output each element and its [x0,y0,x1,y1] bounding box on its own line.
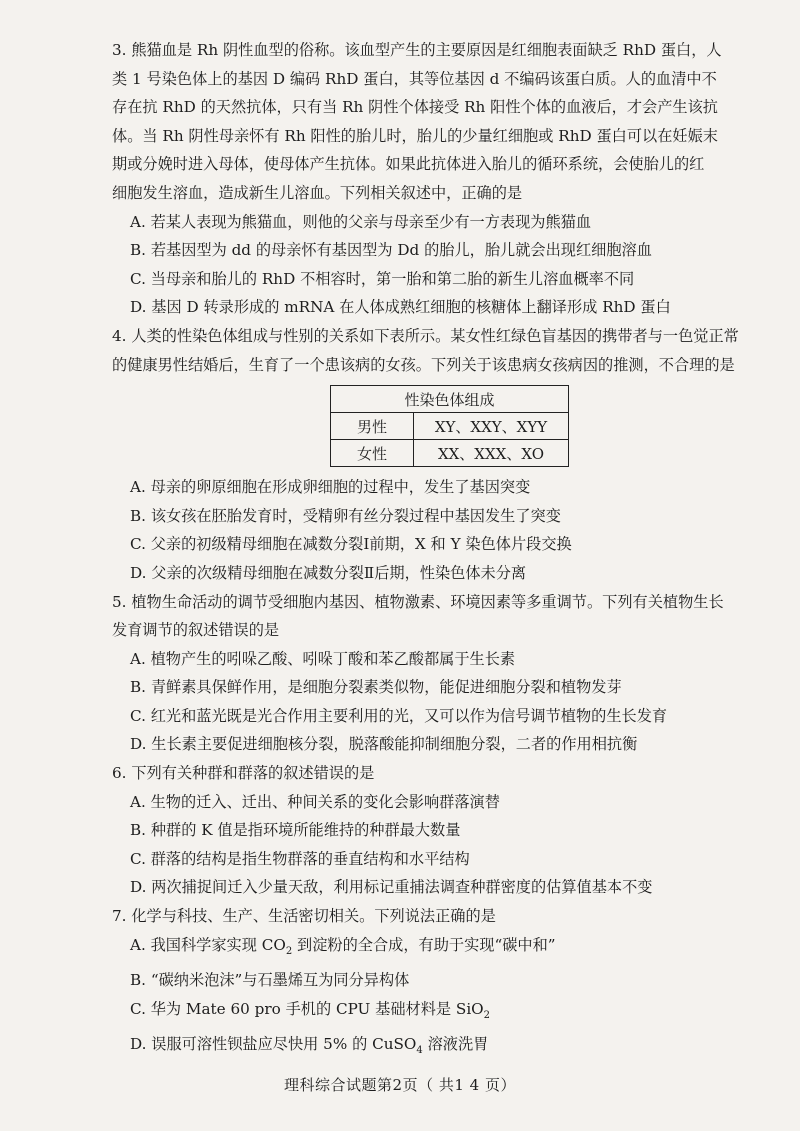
q6-option-d: D. 两次捕捉间迁入少量天敌，利用标记重捕法调查种群密度的估算值基本不变 [130,878,653,897]
q6-option-b: B. 种群的 K 值是指环境所能维持的种群最大数量 [130,821,461,840]
q7-option-d: D. 误服可溶性钡盐应尽快用 5% 的 CuSO$_4$ 溶液洗胃 [130,1035,489,1057]
q5-option-d: D. 生长素主要促进细胞核分裂，脱落酸能抑制细胞分裂，二者的作用相抗衡 [130,735,638,754]
question-6 [112,759,772,902]
q5-stem-line: 发育调节的叙述错误的是 [112,621,280,640]
q3-stem-line: 类 1 号染色体上的基因 D 编码 RhD 蛋白，其等位基因 d 不编码该蛋白质。人的血清中不 [112,69,717,88]
q5-stem-line: 5. 植物生命活动的调节受细胞内基因、植物激素、环境因素等多重调节。下列有关植物生长 [112,592,724,611]
q7-option-b: B. “碳纳米泡沫”与石墨烯互为同分异构体 [130,971,410,990]
q7-option-a: A. 我国科学家实现 $CO_2$ 到淀粉的全合成，有助于实现“碳中和” [130,935,556,957]
q3-stem-line: 存在抗 RhD 的天然抗体，只有当 Rh 阴性个体接受 Rh 阳性个体的血液后，才会产生该抗 [112,98,718,117]
table-row [331,440,569,467]
q4-option-a: A. 母亲的卵原细胞在形成卵细胞的过程中，发生了基因突变 [130,478,531,497]
table-cell-sex: 男性 [331,413,414,440]
q4-stem-line: 4. 人类的性染色体组成与性别的关系如下表所示。某女性红绿色盲基因的携带者与一色觉正常 [112,326,739,345]
page-footer: 理科综合试题第2页（ 共1 4 页） [284,1076,516,1094]
q6-option-c: C. 群落的结构是指生物群落的垂直结构和水平结构 [130,849,470,868]
q7-option-c: C. 华为 Mate 60 pro 手机的 CPU 基础材料是 SiO$_2$ [130,999,491,1021]
q3-option-a: A. 若某人表现为熊猫血，则他的父亲与母亲至少有一方表现为熊猫血 [130,212,592,231]
q7-stem-line: 7. 化学与科技、生产、生活密切相关。下列说法正确的是 [112,907,496,926]
table-cell-composition: XX、XXX、XO [414,440,569,467]
table-header: 性染色体组成 [331,386,569,413]
q3-stem-line: 体。当 Rh 阴性母亲怀有 Rh 阳性的胎儿时，胎儿的少量红细胞或 RhD 蛋白可以在妊娠末 [112,126,718,145]
q5-option-a: A. 植物产生的吲哚乙酸、吲哚丁酸和苯乙酸都属于生长素 [130,649,516,668]
q5-option-c: C. 红光和蓝光既是光合作用主要利用的光，又可以作为信号调节植物的生长发育 [130,706,668,725]
table-cell-sex: 女性 [331,440,414,467]
q3-option-b: B. 若基因型为 dd 的母亲怀有基因型为 Dd 的胎儿，胎儿就会出现红细胞溶血 [130,241,652,260]
q5-option-b: B. 青鲜素具保鲜作用，是细胞分裂素类似物，能促进细胞分裂和植物发芽 [130,678,622,697]
question-5 [112,588,772,760]
page-content [112,36,772,1066]
q3-option-c: C. 当母亲和胎儿的 RhD 不相容时，第一胎和第二胎的新生儿溶血概率不同 [130,269,635,288]
question-4 [112,322,772,588]
q4-option-b: B. 该女孩在胚胎发育时，受精卵有丝分裂过程中基因发生了突变 [130,506,561,525]
question-3 [112,36,772,322]
q6-option-a: A. 生物的迁入、迁出、种间关系的变化会影响群落演替 [130,792,500,811]
q4-option-d: D. 父亲的次级精母细胞在减数分裂Ⅱ后期，性染色体未分离 [130,563,527,582]
q4-stem-line: 的健康男性结婚后，生育了一个患该病的女孩。下列关于该患病女孩病因的推测，不合理的是 [112,355,735,374]
q3-stem-line: 期或分娩时进入母体，使母体产生抗体。如果此抗体进入胎儿的循环系统，会使胎儿的红 [112,155,705,174]
table-cell-composition: XY、XXY、XYY [414,413,569,440]
q3-stem-line: 3. 熊猫血是 Rh 阴性血型的俗称。该血型产生的主要原因是红细胞表面缺乏 RhD 蛋白，人 [112,41,722,59]
sex-chromosome-table [330,385,569,467]
question-7 [112,902,772,1066]
q4-option-c: C. 父亲的初级精母细胞在减数分裂Ⅰ前期，X 和 Y 染色体片段交换 [130,535,572,554]
q3-option-d: D. 基因 D 转录形成的 mRNA 在人体成熟红细胞的核糖体上翻译形成 RhD 蛋白 [130,298,671,317]
table-row [331,413,569,440]
q3-stem-line: 细胞发生溶血，造成新生儿溶血。下列相关叙述中，正确的是 [112,183,523,202]
q6-stem-line: 6. 下列有关种群和群落的叙述错误的是 [112,764,375,783]
sex-chromosome-table-wrap [330,385,772,467]
